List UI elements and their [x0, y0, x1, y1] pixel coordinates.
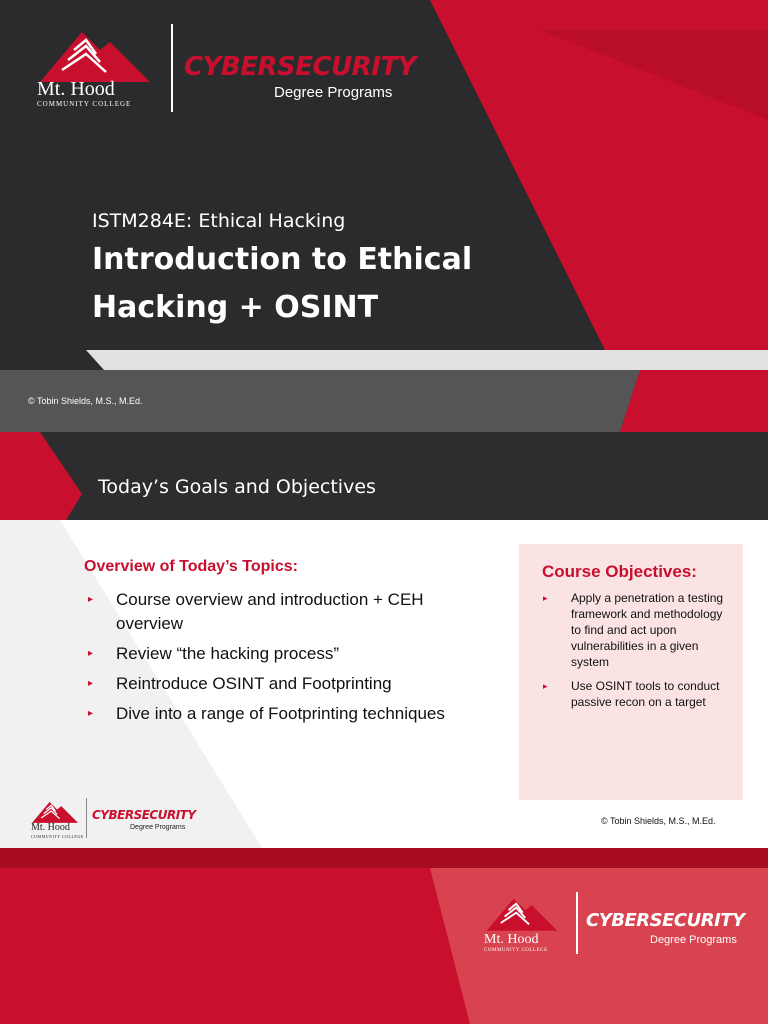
- bullet-arrow-icon: ▸: [88, 708, 94, 719]
- topic-item: ▸ Reintroduce OSINT and Footprinting: [84, 672, 494, 696]
- copyright-credit: © Tobin Shields, M.S., M.Ed.: [601, 816, 716, 826]
- bullet-arrow-icon: ▸: [88, 648, 94, 659]
- copyright-credit: © Tobin Shields, M.S., M.Ed.: [28, 396, 143, 406]
- topics-list: [84, 588, 494, 732]
- cybersecurity-wordmark: CYBERSECURITY: [92, 808, 196, 822]
- objectives-list: [539, 590, 735, 718]
- small-college-logo: [28, 798, 208, 846]
- bullet-arrow-icon: ▸: [88, 678, 94, 689]
- mountain-logo-icon: [40, 28, 150, 84]
- college-logo: [30, 20, 430, 120]
- bullet-arrow-icon: ▸: [543, 681, 548, 691]
- topic-item: ▸ Course overview and introduction + CEH overview: [88, 590, 424, 633]
- goals-slide-title: Today’s Goals and Objectives: [98, 476, 376, 498]
- bullet-arrow-icon: ▸: [543, 593, 548, 603]
- logo-divider: [86, 798, 87, 838]
- cybersecurity-wordmark: CYBERSECURITY: [586, 910, 745, 931]
- topic-item: ▸ Dive into a range of Footprinting techniques: [84, 702, 494, 726]
- college-subtitle: COMMUNITY COLLEGE: [31, 834, 84, 839]
- logo-divider: [576, 892, 578, 954]
- logo-divider: [171, 24, 173, 112]
- college-name: Mt. Hood: [484, 932, 539, 947]
- closing-college-logo: [480, 892, 760, 972]
- slide-title: [92, 236, 512, 332]
- slide-title-line-2: Hacking + OSINT: [92, 290, 379, 325]
- topic-item: ▸ Review “the hacking process”: [84, 642, 494, 666]
- cybersecurity-wordmark: CYBERSECURITY: [184, 52, 416, 82]
- degree-programs-text: Degree Programs: [650, 934, 737, 946]
- objective-item: ▸ Apply a penetration a testing framework and methodology to find and act upon vulnerabilities in a given system: [543, 591, 724, 669]
- college-subtitle: COMMUNITY COLLEGE: [37, 100, 132, 108]
- college-subtitle: COMMUNITY COLLEGE: [484, 948, 548, 953]
- college-name: Mt. Hood: [37, 78, 115, 100]
- objectives-heading: Course Objectives:: [542, 562, 697, 581]
- degree-programs-text: Degree Programs: [130, 824, 186, 831]
- mountain-logo-icon: [32, 800, 78, 824]
- mountain-logo-icon: [486, 896, 558, 932]
- course-code: ISTM284E: Ethical Hacking: [92, 210, 346, 232]
- bullet-arrow-icon: ▸: [88, 594, 94, 605]
- degree-programs-text: Degree Programs: [274, 84, 393, 101]
- objective-item: ▸ Use OSINT tools to conduct passive recon on a target: [543, 679, 720, 709]
- title-slide: [0, 0, 768, 432]
- slide-title-line-1: Introduction to Ethical: [92, 242, 473, 277]
- college-name: Mt. Hood: [31, 822, 70, 833]
- overview-heading: Overview of Today’s Topics:: [84, 558, 298, 575]
- objectives-box: [519, 544, 743, 800]
- goals-slide: [0, 432, 768, 848]
- closing-slide: [0, 848, 768, 1024]
